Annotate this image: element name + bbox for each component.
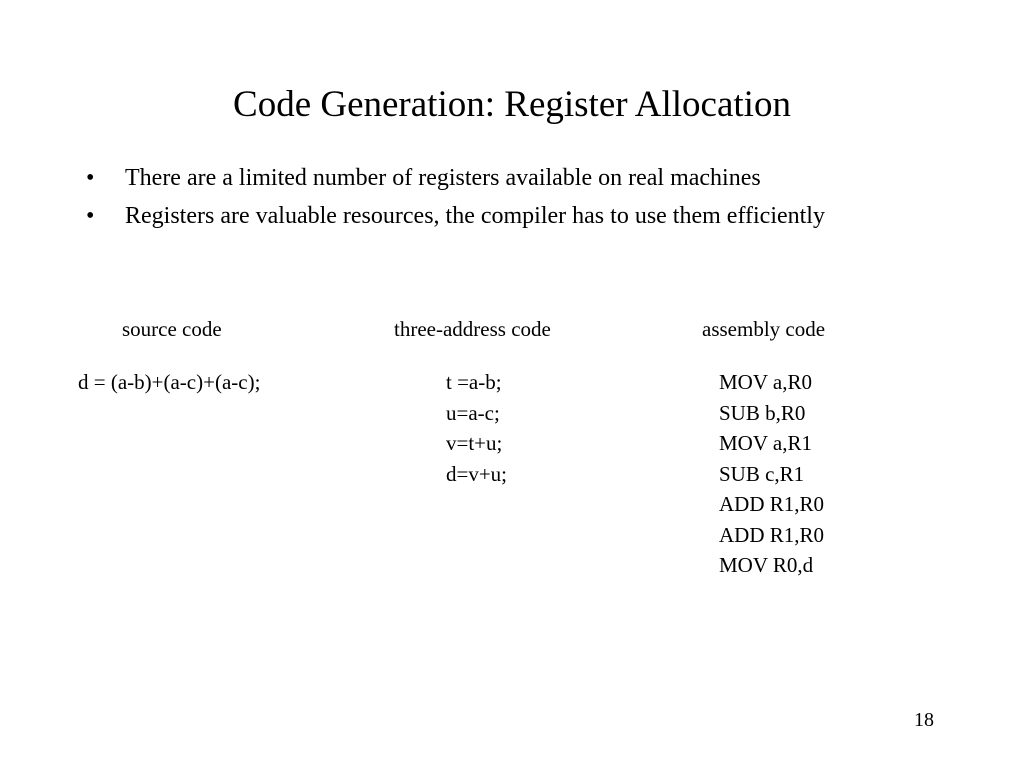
assembly-line: ADD R1,R0 xyxy=(719,522,825,547)
bullet-item xyxy=(86,162,916,194)
three-address-line: t =a-b; xyxy=(446,370,502,394)
assembly-code-header: assembly code xyxy=(702,317,826,341)
three-address-line: v=t+u; xyxy=(446,431,503,455)
three-address-line: u=a-c; xyxy=(446,400,500,425)
assembly-line: SUB c,R1 xyxy=(719,461,805,486)
bullet-item xyxy=(86,200,916,232)
three-address-line: d=v+u; xyxy=(446,461,508,486)
bullet-marker: • xyxy=(86,203,95,229)
bullet-text: There are a limited number of registers available on real machines xyxy=(125,165,761,191)
three-address-code-header: three-address code xyxy=(394,317,551,341)
slide-title: Code Generation: Register Allocation xyxy=(233,84,791,125)
assembly-line: MOV a,R0 xyxy=(719,370,812,394)
assembly-line: SUB b,R0 xyxy=(719,400,806,425)
assembly-line: ADD R1,R0 xyxy=(719,492,825,516)
source-code-listing xyxy=(78,367,260,398)
page-number: 18 xyxy=(914,709,934,731)
three-address-code-listing xyxy=(446,367,507,489)
source-code-header: source code xyxy=(122,317,222,341)
assembly-code-listing xyxy=(719,367,824,581)
source-code-line: d = (a-b)+(a-c)+(a-c); xyxy=(78,370,261,394)
assembly-line: MOV a,R1 xyxy=(719,431,812,455)
bullet-list xyxy=(86,162,916,238)
bullet-text: Registers are valuable resources, the compiler has to use them efficiently xyxy=(125,203,825,229)
assembly-line: MOV R0,d xyxy=(719,553,814,577)
bullet-marker: • xyxy=(86,165,95,191)
